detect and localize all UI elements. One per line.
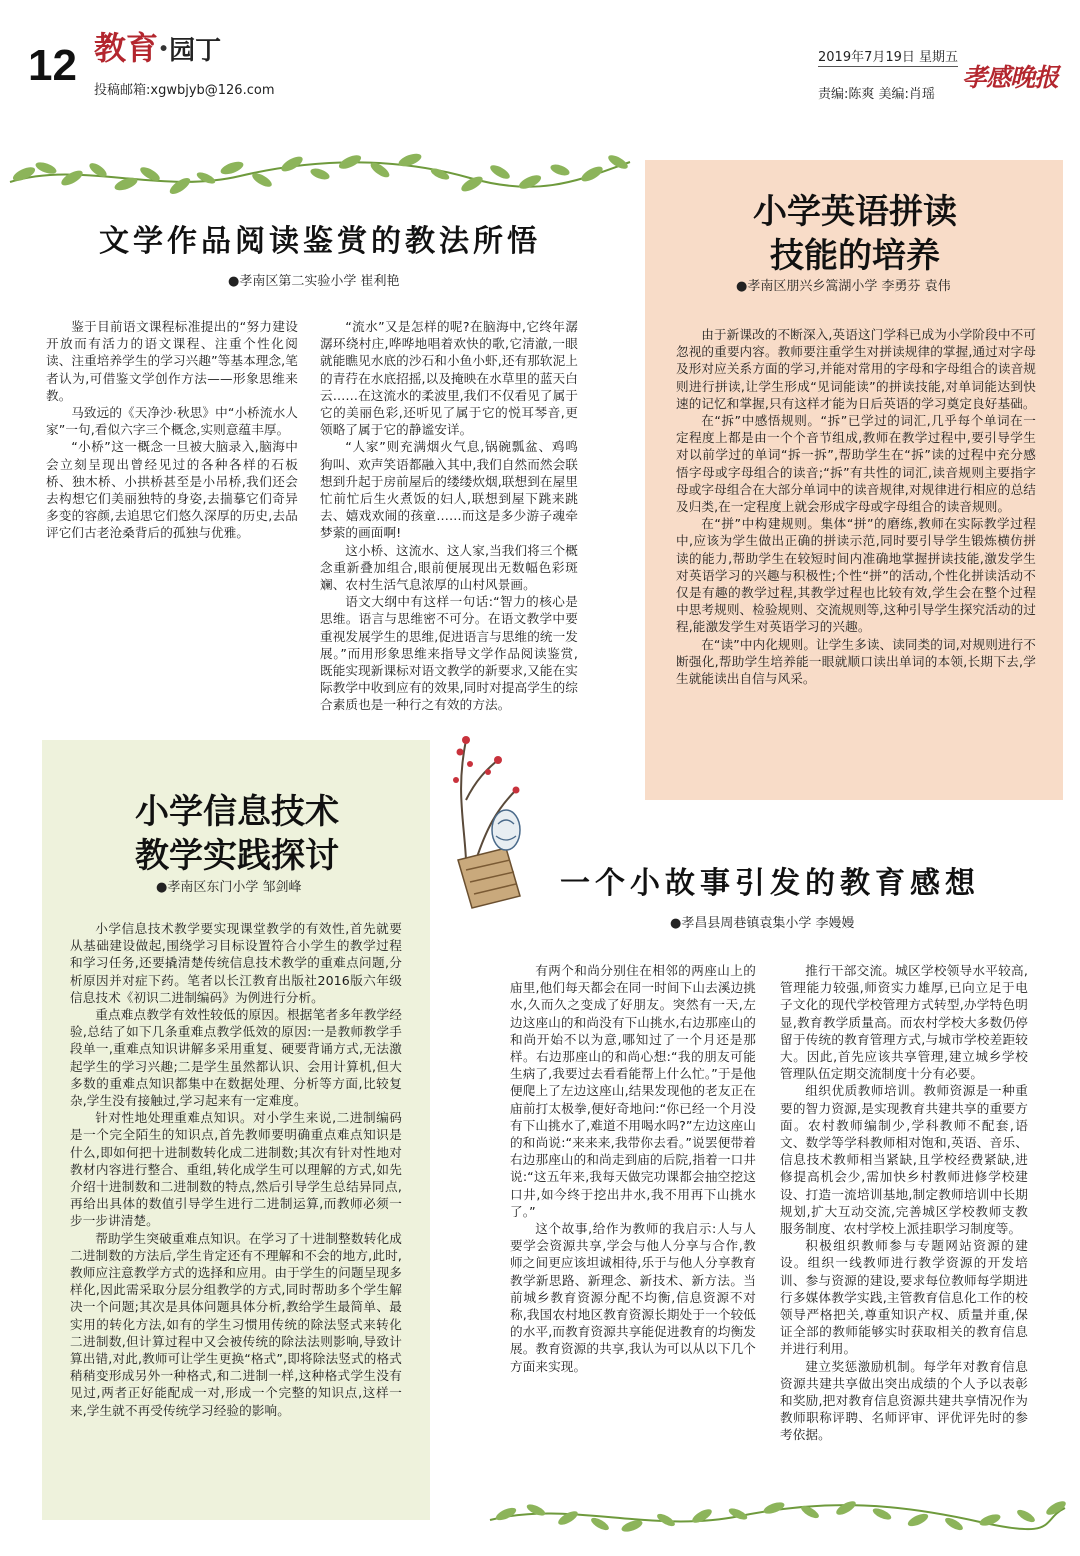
section-sub: 园丁 — [169, 36, 222, 66]
paragraph: 由于新课改的不断深入,英语这门学科已成为小学阶段中不可忽视的重要内容。教师要注重学生对拼读规律的掌握,通过对字母及形对应关系方面的学习,并能对常用的字母和字母组合的读音规则进行拼读,让学生形成“见词能读”的拼读技能,对单词能达到快速的记忆和掌握,只有这样才能为日后英语的学习奠定良好基础。 — [676, 327, 1036, 411]
paragraph: 积极组织教师参与专题网站资源的建设。组织一线教师进行教学资源的开发培训、参与资源的建设,要求每位教师每学期进行多媒体教学实践,主管教育信息化工作的校领导严格把关,尊重知识产权、质量并重,保证全部的教师能够实时获取相关的教育信息并进行利用。 — [780, 1238, 1028, 1357]
article-title — [72, 790, 402, 878]
paragraph: “小桥”这一概念一旦被大脑录入,脑海中会立刻呈现出曾经见过的各种各样的石板桥、独木桥、小拱桥甚至是小吊桥,我们还会去构想它们美丽独特的身姿,去揣摹它们奇异多变的容颜,去追思它们悠久深厚的历史,去品评它们古老沧桑背后的孤独与优雅。 — [46, 439, 298, 541]
paragraph: 马致远的《天净沙·秋思》中“小桥流水人家”一句,看似六字三个概念,实则意蕴丰厚。 — [46, 405, 298, 438]
paper-logo: 孝感晚报 — [962, 63, 1059, 92]
vine-leaves — [494, 1499, 1068, 1534]
section-main: 教育 — [94, 29, 159, 67]
paragraph: 针对性地处理重难点知识。对小学生来说,二进制编码是一个完全陌生的知识点,首先教师要明确重点难点知识是什么,即如何把十进制数转化成二进制数;其次有针对性地对教材内容进行整合、重组,转化成学生可以理解的方式,如先介绍十进制数和二进制数的特点,然后引导学生总结异同点,再给出具体的数值引导学生进行二进制运算,而教师必须一步一步讲清楚。 — [70, 1110, 402, 1229]
section-title — [94, 30, 221, 69]
article-byline: ●孝南区朋兴乡篙湖小学 李勇芬 袁伟 — [736, 279, 951, 294]
paragraph: 语文大纲中有这样一句话:“智力的核心是思维。语言与思维密不可分。在语文教学中要重视发展学生的思维,促进语言与思维的统一发展。”而用形象思维来指导文学作品阅读鉴赏,既能实现新课标对语文教学的新要求,又能在实际教学中收到应有的效果,同时对提高学生的综合素质也是一种行之有效的方法。 — [320, 594, 578, 713]
text-column — [70, 920, 402, 1510]
vine-leaves — [11, 151, 630, 197]
paragraph: 建立奖惩激励机制。每学年对教育信息资源共建共享做出突出成绩的个人予以表彰和奖励,把对教育信息资源共建共享情况作为教师职称评聘、名师评审、评优评先时的参考依据。 — [780, 1358, 1028, 1443]
article-byline: ●孝南区东门小学 邹剑峰 — [156, 880, 302, 895]
vine-decoration-bottom — [480, 1490, 1070, 1540]
paragraph: 小学信息技术教学要实现课堂教学的有效性,首先就要从基础建设做起,围绕学习目标设置符合小学生的教学过程和学习任务,还要撬清楚传统信息技术教学的重难点问题,分析原因并对症下药。笔者以长江教育出版社2016版六年级信息技术《初识二进制编码》为例进行分析。 — [70, 921, 402, 1005]
section-dot: · — [158, 29, 170, 67]
page-number: 12 — [28, 41, 77, 90]
blue-bottle — [492, 810, 520, 850]
title-line: 教学实践探讨 — [135, 836, 339, 876]
article-title — [660, 190, 1050, 278]
vase-shape — [458, 848, 520, 908]
article-title: 文学作品阅读鉴赏的教法所悟 — [99, 224, 541, 259]
paragraph: “人家”则充满烟火气息,锅碗瓢盆、鸡鸣狗叫、欢声笑语都融入其中,我们自然而然会联想到升起于房前屋后的缕缕炊烟,联想到在屋里忙前忙后生火煮饭的妇人,联想到屋下跳来跳去、嬉戏欢闹的孩童……而这是多少游子魂牵梦萦的画面啊! — [320, 439, 578, 541]
paragraph: 在“读”中内化规则。让学生多读、读同类的词,对规则进行不断强化,帮助学生培养能一眼就顺口读出单词的本领,长期下去,学生就能读出自信与风采。 — [676, 636, 1036, 687]
editors: 责编:陈爽 美编:肖瑶 — [818, 87, 935, 102]
paragraph: 在“拼”中构建规则。集体“拼”的磨练,教师在实际教学过程中,应该为学生做出正确的拼读示范,同时要引导学生锻炼横仿拼读的能力,帮助学生在较短时间内准确地掌握拼读技能,激发学生对英语学习的兴趣与积极性;个性“拼”的活动,个性化拼读活动不仅是有趣的教学过程,其教学过程也比较有效,学生会在整个过程中思考规则、检验规则、交流规则等,这种引导学生探究活动的过程,能激发学生对英语学习的兴趣。 — [676, 516, 1036, 635]
issue-date: 2019年7月19日 星期五 — [818, 50, 959, 65]
paragraph: 推行干部交流。城区学校领导水平较高,管理能力较强,师资实力雄厚,已向立足于电子文化的现代学校管理方式转型,办学特色明显,教育教学质量高。而农村学校大多数仍停留于传统的教育管理方式,与城市学校差距较大。因此,首先应该共享管理,建立城乡学校管理队伍定期交流制度十分有必要。 — [780, 963, 1028, 1082]
paragraph: 重点难点教学有效性较低的原因。根据笔者多年教学经验,总结了如下几条重难点教学低效的原因:一是教师教学手段单一,重难点知识讲解多采用重复、硬要背诵方式,无法激起学生的学习兴趣;二是学生虽然都认识、会用计算机,但大多数的重难点知识都集中在数据处理、分析等方面,比较复杂,学生没有接触过,学习起来有一定难度。 — [70, 1007, 402, 1109]
article-byline: ●孝南区第二实验小学 崔利艳 — [228, 274, 400, 289]
paragraph: 鉴于目前语文课程标准提出的“努力建设开放而有活力的语文课程、注重个性化阅读、注重培养学生的学习兴趣”等基本理念,笔者认为,可借鉴文学创作方法——形象思维来教。 — [46, 319, 298, 403]
paragraph: 组织优质教师培训。教师资源是一种重要的智力资源,是实现教育共建共享的重要方面。农村教师编制少,学科教师不配套,语文、数学等学科教师相对饱和,英语、音乐、信息技术教师相当紧缺,且学校经费紧缺,进修提高机会少,需加快乡村教师进修学校建设、打造一流培训基地,制定教师培训中长期规划,扩大互动交流,完善城区学校教师支教服务制度、农村学校上派挂职学习制度等。 — [780, 1083, 1028, 1237]
masthead-rule — [818, 66, 958, 67]
paragraph: “流水”又是怎样的呢?在脑海中,它终年潺潺环绕村庄,哗哗地唱着欢快的歌,它清澈,一眼就能瞧见水底的沙石和小鱼小虾,还有那软泥上的青荇在水底招摇,以及掩映在水草里的蓝天白云……在这流水的柔波里,我们不仅看见了属于它的美丽色彩,还听见了属于它的悦耳琴音,更领略了属于它的静谧安详。 — [320, 319, 578, 438]
vine-decoration — [0, 140, 640, 200]
paragraph: 在“拆”中感悟规则。“拆”已学过的词汇,几乎每个单词在一定程度上都是由一个个音节组成,教师在教学过程中,要引导学生对以前学过的单词“拆一拆”,帮助学生在“拆”读的过程中充分感悟字母或字母组合的读音;“拆”有共性的词汇,读音规则主要指字母或字母组合在大部分单词中的读音规律,对规律进行相应的总结及归类,在一定程度上就会形成字母或字母组合的读音规则。 — [676, 413, 1036, 515]
title-line: 小学英语拼读 — [753, 192, 957, 232]
text-column-2 — [320, 318, 578, 738]
submission-email: 投稿邮箱:xgwbjyb@126.com — [94, 83, 275, 98]
text-column — [676, 326, 1036, 786]
paragraph: 这小桥、这流水、这人家,当我们将三个概念重新叠加组合,眼前便展现出无数幅色彩斑斓、农村生活气息浓厚的山村风景画。 — [320, 542, 578, 593]
article-title: 一个小故事引发的教育感想 — [560, 866, 980, 901]
paragraph: 有两个和尚分别住在相邻的两座山上的庙里,他们每天都会在同一时间下山去溪边挑水,久而久之变成了好朋友。突然有一天,左边这座山的和尚没有下山挑水,右边那座山的和尚开始不以为意,哪知过了一个月还是那样。右边那座山的和尚心想:“我的朋友可能生病了,我要过去看看能帮上什么忙。”于是他便爬上了左边这座山,结果发现他的老友正在庙前打太极拳,便好奇地问:“你已经一个月没有下山挑水了,难道不用喝水吗?”左边这座山的和尚说:“来来来,我带你去看。”说罢便带着右边那座山的和尚走到庙的后院,指着一口井说:“这五年来,我每天做完功课都会抽空挖这口井,如今终于挖出井水,我不用再下山挑水了。” — [510, 963, 756, 1219]
paragraph: 这个故事,给作为教师的我启示:人与人要学会资源共享,学会与他人分享与合作,教师之间更应该坦诚相待,乐于与他人分享教育教学新思路、新理念、新技术、新方法。当前城乡教育资源分配不均衡,信息资源不对称,我国农村地区教育资源长期处于一个较低的水平,而教育资源共享能促进教育的均衡发展。教育资源的共享,我认为可以从以下几个方面来实现。 — [510, 1221, 756, 1374]
text-column-1 — [510, 962, 756, 1482]
paragraph: 帮助学生突破重难点知识。在学习了十进制整数转化成二进制数的方法后,学生肯定还有不理解和不会的地方,此时,教师应注意教学方式的选择和应用。由于学生的问题呈现多样化,因此需采取分层分组教学的方式,同时帮助多个学生解决一个问题;其次是具体问题具体分析,教给学生最简单、最实用的转化方法,如有的学生习惯用传统的除法竖式来转化二进制数,但计算过程中又会被传统的除法法则影响,导致计算出错,对此,教师可让学生更换“格式”,即将除法竖式的格式稍稍变形成另外一种格式,和二进制一样,这种格式学生没有见过,两者正好能配成一对,形成一个完整的知识点,这样一来,学生就不再受传统学习经验的影响。 — [70, 1230, 402, 1418]
title-line: 技能的培养 — [770, 236, 940, 276]
text-column-2 — [780, 962, 1028, 1482]
title-line: 小学信息技术 — [135, 792, 339, 832]
article-byline: ●孝昌县周巷镇袁集小学 李嫚嫚 — [670, 916, 855, 931]
text-column-1 — [46, 318, 298, 738]
